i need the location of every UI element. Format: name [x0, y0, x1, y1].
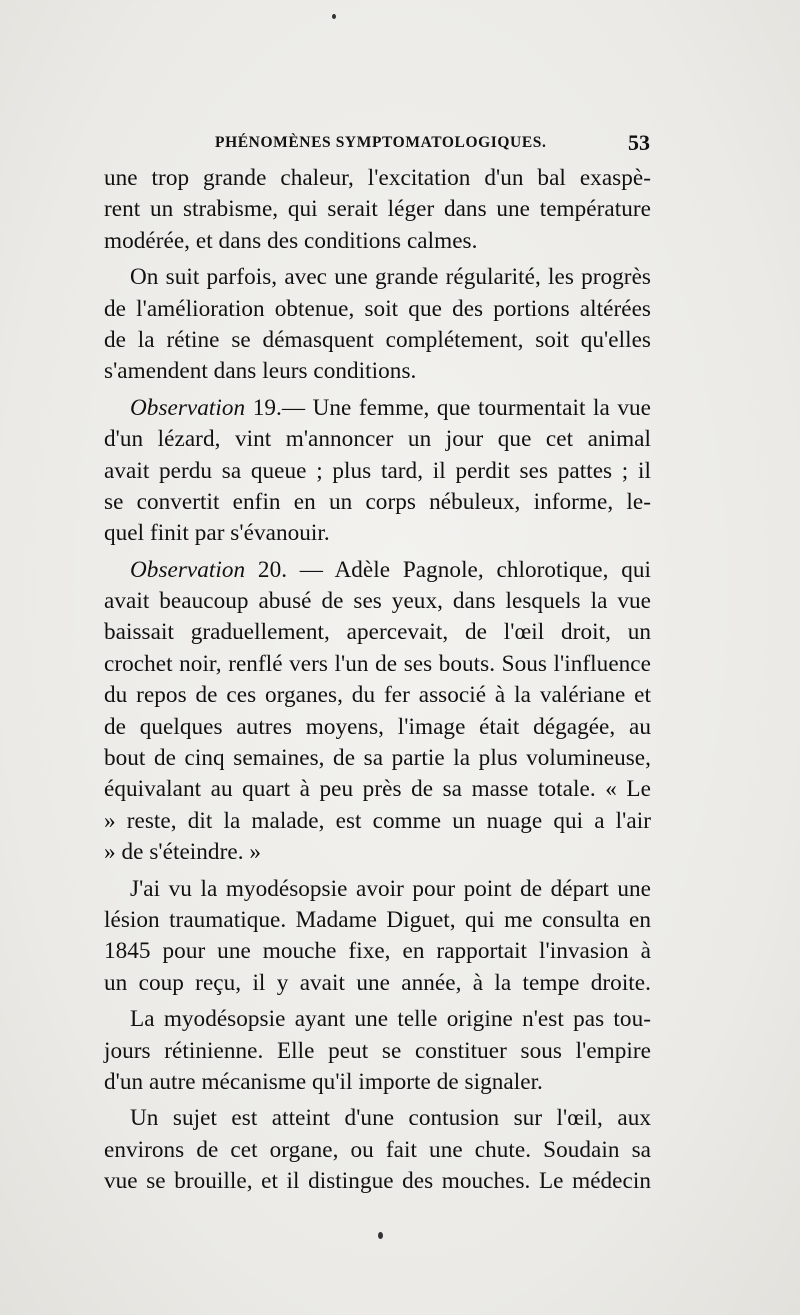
text-line: une trop grande chaleur, l'excitation d'un bal exaspè- [104, 165, 651, 191]
observation-text: 19.— Une femme, que tourmentait la vue [245, 394, 651, 421]
text-line: rent un strabisme, qui serait léger dans une température [104, 196, 651, 223]
text-line: d'un lézard, vint m'annoncer un jour que cet animal [104, 426, 651, 453]
running-head: PHÉNOMÈNES SYMPTOMATOLOGIQUES. [215, 134, 547, 151]
paragraph-7 [104, 1103, 651, 1197]
text-line: s'amendent dans leurs conditions. [104, 358, 417, 385]
paragraph-5 [104, 874, 651, 1000]
paragraph-1 [104, 163, 651, 257]
text-line: se convertit enfin en un corps nébuleux, informe, le- [104, 488, 651, 515]
observation-label: Observation [130, 394, 246, 421]
text-line: équivalant au quart à peu près de sa masse totale. « Le [104, 776, 651, 803]
body-text [104, 163, 651, 1203]
text-line: environs de cet organe, ou fait une chute. Soudain sa [104, 1136, 651, 1163]
text-line: quel finit par s'évanouir. [104, 520, 330, 547]
text-line: 1845 pour une mouche fixe, en rapportait l'invasion à [104, 938, 651, 965]
text-line [104, 393, 651, 424]
page-number: 53 [628, 130, 650, 155]
text-line: de l'amélioration obtenue, soit que des portions altérées [104, 295, 651, 322]
text-line: de quelques autres moyens, l'image était dégagée, au [104, 713, 651, 740]
ink-speck-bottom [378, 1232, 383, 1239]
paragraph-6 [104, 1004, 651, 1098]
paragraph-2 [104, 262, 651, 388]
text-line: un coup reçu, il y avait une année, à la tempe droite. [104, 969, 651, 996]
text-line: baissait graduellement, apercevait, de l'œil droit, un [104, 619, 651, 646]
text-line: avait perdu sa queue ; plus tard, il perdit ses pattes ; il [104, 457, 651, 484]
text-line: » reste, dit la malade, est comme un nuage qui a l'air [104, 807, 651, 834]
text-line: d'un autre mécanisme qu'il importe de signaler. [104, 1068, 543, 1095]
text-line: La myodésopsie ayant une telle origine n'est pas tou- [130, 1006, 651, 1033]
paragraph-observation-19 [104, 393, 651, 550]
text-line: vue se brouille, et il distingue des mouches. Le médecin [104, 1168, 651, 1195]
text-line: de la rétine se démasquent complétement, soit qu'elles [104, 326, 651, 353]
text-line: du repos de ces organes, du fer associé à la valériane et [104, 682, 651, 709]
observation-text: 20. — Adèle Pagnole, chlorotique, qui [245, 556, 651, 583]
text-line: On suit parfois, avec une grande régularité, les progrès [130, 264, 651, 291]
paragraph-observation-20 [104, 555, 651, 869]
text-line: bout de cinq semaines, de sa partie la plus volumineuse, [104, 745, 651, 772]
page-header [105, 130, 650, 160]
ink-speck-top [332, 14, 336, 19]
text-line: crochet noir, renflé vers l'un de ses bouts. Sous l'influence [104, 650, 651, 677]
text-line: J'ai vu la myodésopsie avoir pour point de départ une [130, 875, 651, 902]
text-line: jours rétinienne. Elle peut se constituer sous l'empire [104, 1037, 651, 1064]
text-line: Un sujet est atteint d'une contusion sur l'œil, aux [130, 1105, 651, 1132]
text-line [104, 555, 651, 586]
observation-label: Observation [130, 556, 246, 583]
text-line: » de s'éteindre. » [104, 839, 262, 866]
text-line: avait beaucoup abusé de ses yeux, dans lesquels la vue [104, 588, 651, 615]
text-line: modérée, et dans des conditions calmes. [104, 227, 478, 254]
text-line: lésion traumatique. Madame Diguet, qui me consulta en [104, 906, 651, 933]
